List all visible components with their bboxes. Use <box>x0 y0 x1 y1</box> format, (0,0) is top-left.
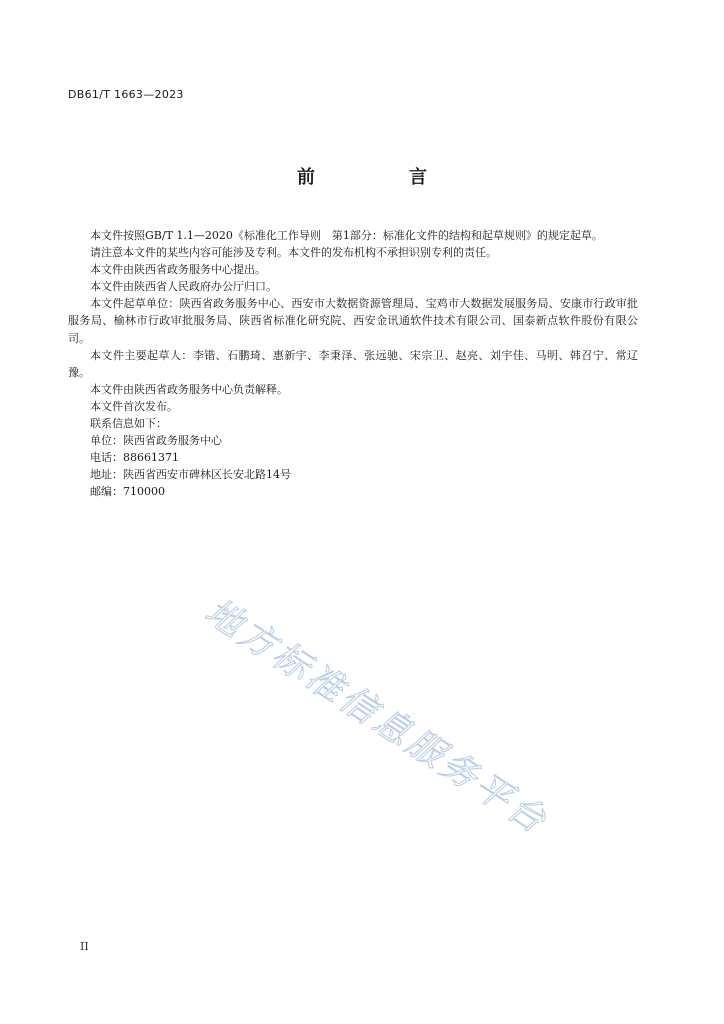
paragraph-first-release: 本文件首次发布。 <box>90 399 178 413</box>
paragraph-drafters: 本文件主要起草人：李锴、石鹏琦、惠新宇、李秉泽、张远驰、宋宗卫、赵亮、刘宇佳、马明、韩召宁、常辽豫。 <box>68 348 638 379</box>
paragraph-drafting-rules: 本文件按照GB/T 1.1—2020《标准化工作导则 第1部分：标准化文件的结构和起草规则》的规定起草。 <box>90 229 603 242</box>
paragraph-administrator: 本文件由陕西省人民政府办公厅归口。 <box>90 280 277 294</box>
document-code: DB61/T 1663—2023 <box>68 88 184 101</box>
page-number: II <box>80 940 89 953</box>
contact-phone: 电话：88661371 <box>90 451 179 465</box>
paragraph-interpretation: 本文件由陕西省政务服务中心负责解释。 <box>90 382 288 396</box>
page-title: 前 言 <box>297 167 465 188</box>
paragraph-patent-notice: 请注意本文件的某些内容可能涉及专利。本文件的发布机构不承担识别专利的责任。 <box>90 246 497 260</box>
contact-address: 地址：陕西省西安市碑林区长安北路14号 <box>90 468 291 482</box>
paragraph-contact-heading: 联系信息如下： <box>90 417 167 431</box>
contact-unit: 单位：陕西省政务服务中心 <box>90 434 222 448</box>
paragraph-proposer: 本文件由陕西省政务服务中心提出。 <box>90 263 266 277</box>
contact-postcode: 邮编：710000 <box>90 485 165 499</box>
paragraph-drafting-units: 本文件起草单位：陕西省政务服务中心、西安市大数据资源管理局、宝鸡市大数据发展服务局、安康市行政审批服务局、榆林市行政审批服务局、陕西省标准化研究院、西安金讯通软件技术有限公司、国泰新点软件股份有限公司。 <box>68 297 638 345</box>
watermark: 地方标准信息服务平台 <box>197 591 556 844</box>
preface-body <box>68 227 638 501</box>
